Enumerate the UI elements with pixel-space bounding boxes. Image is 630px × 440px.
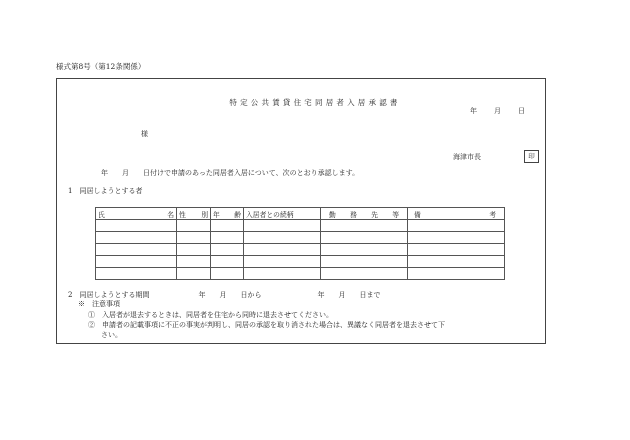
table-cell bbox=[244, 232, 321, 244]
seal-mark: 印 bbox=[524, 150, 539, 163]
table-cell bbox=[177, 256, 211, 268]
table-cell bbox=[321, 268, 408, 280]
note-item-continued: さい。 bbox=[101, 331, 122, 339]
intro-text: 年 月 日付けで申請のあった同居者入居について、次のとおり承認します。 bbox=[101, 169, 360, 177]
table-cell bbox=[244, 244, 321, 256]
table-cell bbox=[321, 232, 408, 244]
issue-date bbox=[470, 106, 525, 116]
table-row bbox=[96, 244, 505, 256]
table-cell bbox=[408, 232, 505, 244]
section1-heading: 1 同居しようとする者 bbox=[68, 187, 143, 195]
table-cell bbox=[177, 220, 211, 232]
table-cell bbox=[96, 220, 177, 232]
header-sex: 性 別 bbox=[177, 208, 211, 220]
date-year: 年 bbox=[470, 107, 477, 115]
table-cell bbox=[321, 244, 408, 256]
table-cell bbox=[177, 232, 211, 244]
notes-title: ※ 注意事項 bbox=[78, 300, 120, 308]
header-age: 年 齢 bbox=[211, 208, 244, 220]
table-cell bbox=[177, 268, 211, 280]
header-name: 氏 名 bbox=[96, 208, 177, 220]
table-cell bbox=[96, 232, 177, 244]
table-cell bbox=[211, 244, 244, 256]
form-number: 様式第8号（第12条関係） bbox=[56, 62, 146, 71]
table-cell bbox=[408, 244, 505, 256]
table-row bbox=[96, 220, 505, 232]
note-item: ① 入居者が退去するときは、同居者を住宅から同時に退去させてください。 bbox=[88, 311, 333, 319]
issuer-name: 海津市長 bbox=[453, 153, 481, 161]
table-row bbox=[96, 268, 505, 280]
residents-table bbox=[95, 207, 505, 280]
document-title: 特定公共賃貸住宅同居者入居承認書 bbox=[229, 98, 401, 107]
header-relationship: 入居者との続柄 bbox=[244, 208, 321, 220]
table-cell bbox=[211, 232, 244, 244]
addressee-suffix: 様 bbox=[141, 130, 148, 138]
table-header-row bbox=[96, 208, 505, 220]
table-cell bbox=[321, 256, 408, 268]
table-cell bbox=[408, 220, 505, 232]
table-cell bbox=[408, 256, 505, 268]
date-month: 月 bbox=[494, 107, 501, 115]
table-cell bbox=[96, 244, 177, 256]
table-row bbox=[96, 256, 505, 268]
table-cell bbox=[408, 268, 505, 280]
table-row bbox=[96, 232, 505, 244]
table-cell bbox=[211, 220, 244, 232]
table-cell bbox=[211, 256, 244, 268]
table-cell bbox=[244, 268, 321, 280]
header-remarks: 備 考 bbox=[408, 208, 505, 220]
date-day: 日 bbox=[518, 107, 525, 115]
table-cell bbox=[211, 268, 244, 280]
section2-period: 2 同居しようとする期間 年 月 日から 年 月 日まで bbox=[68, 291, 381, 299]
table-cell bbox=[96, 268, 177, 280]
table-cell bbox=[321, 220, 408, 232]
header-workplace: 勤 務 先 等 bbox=[321, 208, 408, 220]
table-cell bbox=[96, 256, 177, 268]
table-cell bbox=[244, 220, 321, 232]
note-item: ② 申請者の記載事項に不正の事実が判明し、同居の承認を取り消された場合は、異議なく同居者を退去させて下 bbox=[88, 321, 445, 329]
table-cell bbox=[177, 244, 211, 256]
table-cell bbox=[244, 256, 321, 268]
